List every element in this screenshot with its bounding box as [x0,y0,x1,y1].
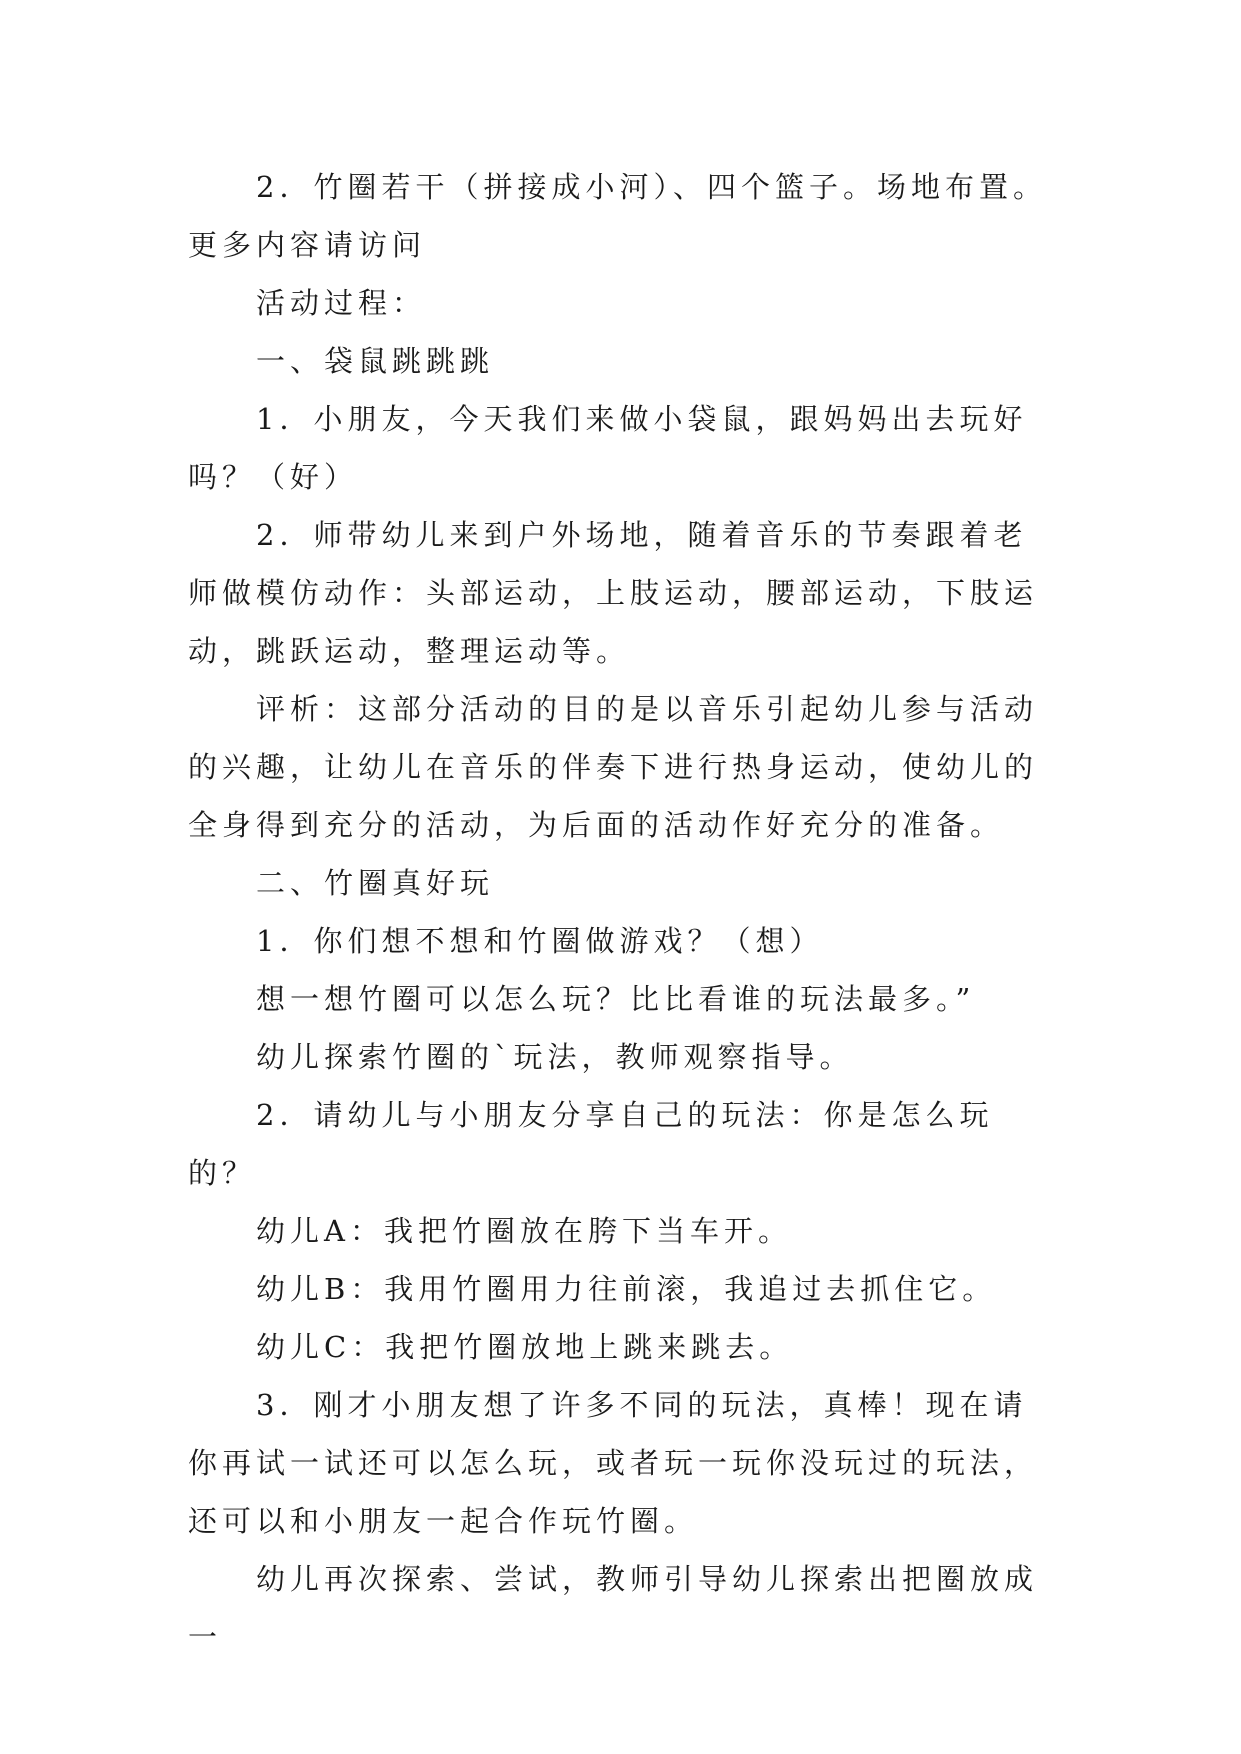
paragraph: 2．请幼儿与小朋友分享自己的玩法：你是怎么玩的？ [188,1098,994,1190]
paragraph: 幼儿再次探索、尝试，教师引导幼儿探索出把圈放成一 [188,1562,1039,1654]
paragraph: 评析：这部分活动的目的是以音乐引起幼儿参与活动的兴趣，让幼儿在音乐的伴奏下进行热身运动，使幼儿的全身得到充分的活动，为后面的活动作好充分的准备。 [188,692,1039,842]
document-body [188,158,1056,1666]
paragraph: 幼儿A：我把竹圈放在胯下当车开。 [256,1214,792,1248]
paragraph: 1．小朋友，今天我们来做小袋鼠，跟妈妈出去玩好吗？（好） [188,402,1028,494]
paragraph: 幼儿C：我把竹圈放地上跳来跳去。 [256,1330,794,1364]
paragraph: 2．师带幼儿来到户外场地，随着音乐的节奏跟着老师做模仿动作：头部运动，上肢运动，腰部运动，下肢运动，跳跃运动，整理运动等。 [188,518,1039,668]
paragraph: 幼儿探索竹圈的`玩法，教师观察指导。 [256,1040,854,1074]
paragraph: 幼儿B：我用竹圈用力往前滚，我追过去抓住它。 [256,1272,997,1306]
paragraph: 活动过程： [256,286,427,320]
paragraph: 3．刚才小朋友想了许多不同的玩法，真棒！现在请你再试一试还可以怎么玩，或者玩一玩你没玩过的玩法，还可以和小朋友一起合作玩竹圈。 [188,1388,1039,1538]
section-heading: 二、竹圈真好玩 [256,866,495,900]
paragraph: 2．竹圈若干（拼接成小河）、四个篮子。场地布置。更多内容请访问 [188,170,1047,262]
paragraph: 想一想竹圈可以怎么玩？比比看谁的玩法最多。” [256,982,976,1016]
paragraph: 1．你们想不想和竹圈做游戏？（想） [256,924,824,958]
section-heading: 一、袋鼠跳跳跳 [256,344,495,378]
